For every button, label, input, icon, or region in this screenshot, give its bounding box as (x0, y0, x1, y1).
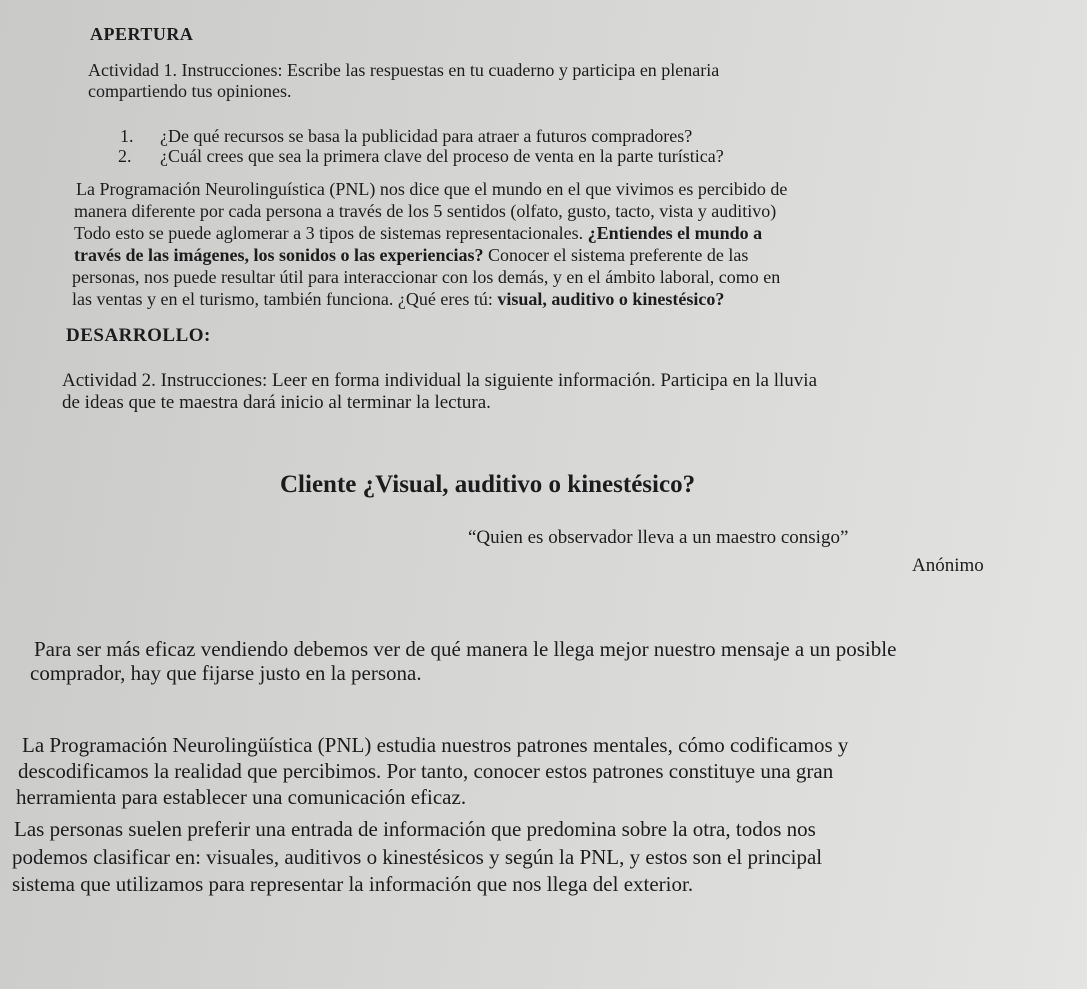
pnl-paragraph-text: las ventas y en el turismo, también funciona. ¿Qué eres tú: (72, 289, 493, 309)
desarrollo-heading: DESARROLLO: (66, 325, 211, 346)
question-number: 2. (118, 146, 132, 166)
pnl-paragraph-question: visual, auditivo o kinestésico? (497, 289, 725, 309)
pnl-paragraph-text: Conocer el sistema preferente de las (488, 245, 749, 265)
apertura-heading: APERTURA (90, 24, 194, 44)
question-text: ¿De qué recursos se basa la publicidad para atraer a futuros compradores? (160, 126, 693, 146)
pnl-paragraph-line (74, 245, 748, 266)
article-paragraph-line: descodificamos la realidad que percibimos. Por tanto, conocer estos patrones constituye una gran (18, 759, 834, 783)
article-paragraph-line: comprador, hay que fijarse justo en la persona. (30, 661, 422, 685)
pnl-paragraph-line: La Programación Neurolinguística (PNL) nos dice que el mundo en el que vivimos es percibido de (76, 179, 788, 199)
pnl-paragraph-question: través de las imágenes, los sonidos o las experiencias? (74, 245, 484, 265)
pnl-paragraph-text: Todo esto se puede aglomerar a 3 tipos de sistemas representacionales. (74, 223, 584, 243)
article-paragraph-line: sistema que utilizamos para representar la información que nos llega del exterior. (12, 872, 694, 896)
article-paragraph-line: Las personas suelen preferir una entrada de información que predomina sobre la otra, todos nos (14, 817, 816, 841)
article-paragraph-line: La Programación Neurolingüística (PNL) estudia nuestros patrones mentales, cómo codificamos y (22, 733, 849, 757)
article-title: Cliente ¿Visual, auditivo o kinestésico? (280, 471, 696, 498)
activity2-instruction-line2: de ideas que te maestra dará inicio al terminar la lectura. (62, 392, 491, 413)
pnl-paragraph-line: manera diferente por cada persona a través de los 5 sentidos (olfato, gusto, tacto, vista y auditivo) (74, 201, 777, 221)
quote-author: Anónimo (912, 555, 984, 576)
article-paragraph-line: herramienta para establecer una comunicación eficaz. (16, 785, 467, 809)
question-number: 1. (120, 126, 134, 146)
activity2-instruction-line1: Actividad 2. Instrucciones: Leer en forma individual la siguiente información. Participa en la lluvia (62, 370, 818, 391)
question-text: ¿Cuál crees que sea la primera clave del proceso de venta en la parte turística? (160, 146, 724, 166)
pnl-paragraph-line: personas, nos puede resultar útil para interaccionar con los demás, y en el ámbito laboral, como en (72, 267, 781, 287)
activity1-instruction-line2: compartiendo tus opiniones. (88, 81, 292, 101)
article-paragraph-line: Para ser más eficaz vendiendo debemos ver de qué manera le llega mejor nuestro mensaje a un posible (34, 637, 897, 661)
article-quote: “Quien es observador lleva a un maestro consigo” (468, 527, 849, 548)
pnl-paragraph-line (74, 223, 762, 244)
pnl-paragraph-line (72, 289, 724, 310)
pnl-paragraph-question: ¿Entiendes el mundo a (587, 223, 763, 243)
article-paragraph-line: podemos clasificar en: visuales, auditivos o kinestésicos y según la PNL, y estos son el principal (12, 845, 823, 869)
activity1-instruction-line1: Actividad 1. Instrucciones: Escribe las respuestas en tu cuaderno y participa en plenaria (88, 60, 720, 80)
